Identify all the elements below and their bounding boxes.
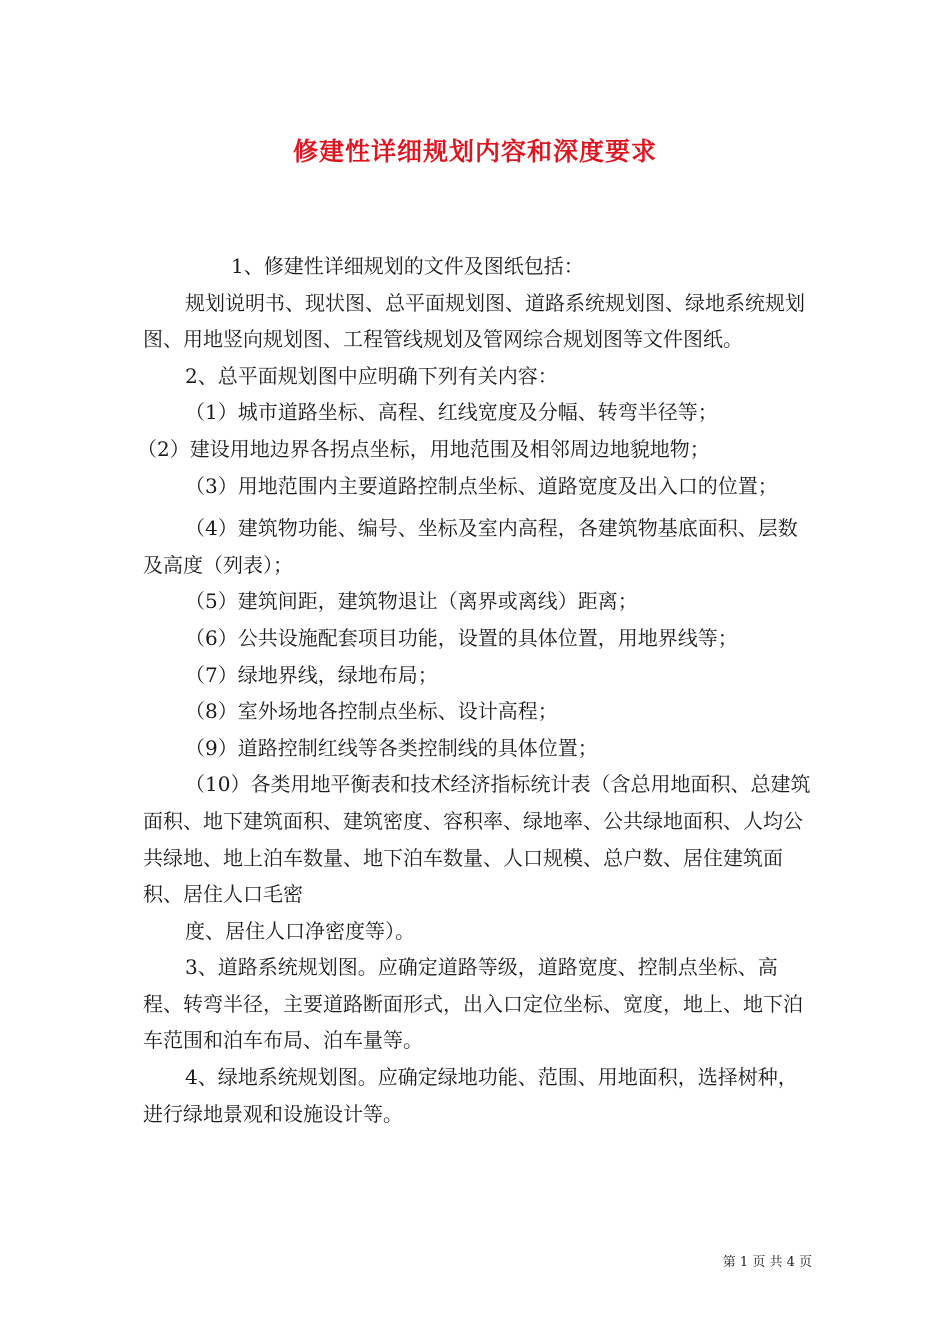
paragraph: 4、绿地系统规划图。应确定绿地功能、范围、用地面积，选择树种，进行绿地景观和设施设计等。 <box>143 1065 798 1126</box>
paragraph: （5）建筑间距，建筑物退让（离界或离线）距离； <box>185 589 638 614</box>
paragraph: （8）室外场地各控制点坐标、设计高程； <box>185 699 558 724</box>
paragraph: （10）各类用地平衡表和技术经济指标统计表（含总用地面积、总建筑面积、地下建筑面积、建筑密度、容积率、绿地率、公共绿地面积、人均公共绿地、地上泊车数量、地下泊车数量、人口规模、总户数、居住建筑面积、居住人口毛密 <box>143 772 811 907</box>
document-body <box>137 248 813 1132</box>
paragraph: （9）道路控制红线等各类控制线的具体位置； <box>185 735 598 760</box>
paragraph: 规划说明书、现状图、总平面规划图、道路系统规划图、绿地系统规划图、用地竖向规划图、工程管线规划及管网综合规划图等文件图纸。 <box>143 290 805 352</box>
paragraph: 3、道路系统规划图。应确定道路等级，道路宽度、控制点坐标、高程、转弯半径，主要道路断面形式，出入口定位坐标、宽度，地上、地下泊车范围和泊车布局、泊车量等。 <box>143 955 803 1053</box>
paragraph: （2）建设用地边界各拐点坐标，用地范围及相邻周边地貌地物； <box>137 436 710 461</box>
paragraph: 2、总平面规划图中应明确下列有关内容： <box>185 363 558 388</box>
paragraph: （4）建筑物功能、编号、坐标及室内高程，各建筑物基底面积、层数及高度（列表）； <box>143 516 798 577</box>
page-title: 修建性详细规划内容和深度要求 <box>292 137 657 166</box>
paragraph: 1、修建性详细规划的文件及图纸包括： <box>231 254 584 278</box>
paragraph: （1）城市道路坐标、高程、红线宽度及分幅、转弯半径等； <box>185 400 718 425</box>
page-footer: 第 1 页 共 4 页 <box>722 1255 812 1270</box>
paragraph: 度、居住人口净密度等）。 <box>185 918 415 943</box>
paragraph: （7）绿地界线，绿地布局； <box>185 662 438 687</box>
paragraph: （3）用地范围内主要道路控制点坐标、道路宽度及出入口的位置； <box>185 473 778 498</box>
paragraph: （6）公共设施配套项目功能，设置的具体位置，用地界线等； <box>185 625 738 650</box>
